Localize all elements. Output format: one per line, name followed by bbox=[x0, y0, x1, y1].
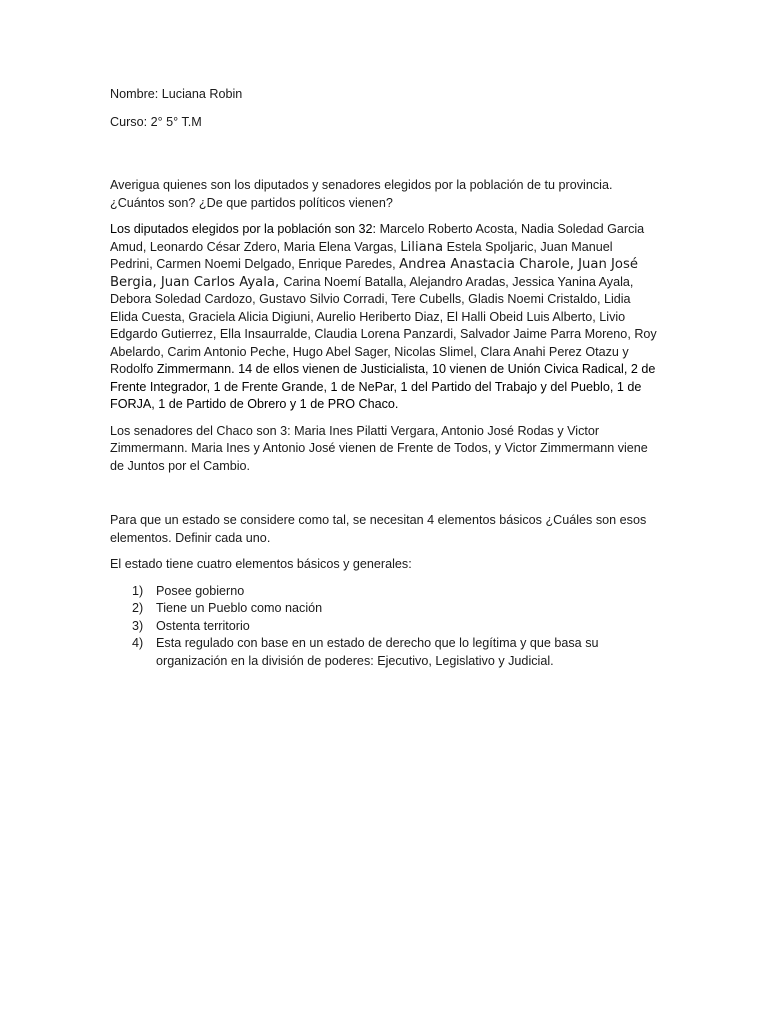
list-item bbox=[110, 635, 658, 670]
list-item-text: Posee gobierno bbox=[156, 583, 245, 598]
list-item-number: 1) bbox=[132, 583, 144, 598]
answer-senators: Los senadores del Chaco son 3: Maria Ines Pilatti Vergara, Antonio José Rodas y Victor Zimmermann. Maria Ines y Antonio José vienen de Frente de Todos, y Victor Zimmermann viene de Juntos por el Cambio. bbox=[110, 423, 648, 473]
list-item-text: Tiene un Pueblo como nación bbox=[156, 601, 323, 615]
deputies-names-big: Andrea Anastacia Charole, Juan José Bergia, Juan Carlos Ayala, bbox=[110, 257, 638, 290]
list-item-text: Esta regulado con base en un estado de derecho que lo legítima y que basa su organización en la división de poderes: Ejecutivo, Legislativo y Judicial. bbox=[156, 636, 599, 668]
answer-deputies bbox=[110, 221, 658, 414]
deputies-names-c: Carina Noemí Batalla, Alejandro Aradas, Jessica Yanina Ayala, Debora Soledad Cardozo, Gustavo Silvio Corradi, Tere Cubells, Gladis Noemi Cristaldo, Lidia Elida Cuesta, Graciela Alicia Digiuni, Aurelio Heriberto Diaz, El Halli Obeid Luis Alberto, Livio Edgardo Gutierrez, Ella Insaurralde, Claudia Lorena Panzardi, Salvador Jaime Parra Moreno, Roy Abelardo, Carim Antonio Peche, Hugo Abel Sager, Nicolas Slimel, Clara Anahi Perez Otazu y Rodolfo bbox=[110, 274, 657, 376]
document-body bbox=[110, 86, 658, 670]
list-item-number: 4) bbox=[132, 636, 144, 650]
deputies-names-b: Estela Spoljaric, Juan Manuel Pedrini, Carmen Noemi Delgado, Enrique Paredes, bbox=[110, 239, 613, 271]
deputies-names-a: Marcelo Roberto Acosta, Nadia Soledad Garcia Amud, Leonardo César Zdero, Maria Elena Vargas, bbox=[110, 222, 645, 254]
answer-deputies-intro: Los diputados elegidos por la población son 32: bbox=[110, 222, 380, 236]
deputy-name-liliana: Liliana bbox=[400, 239, 444, 255]
student-name: Nombre: Luciana Robin bbox=[110, 87, 243, 101]
question-1: Averigua quienes son los diputados y senadores elegidos por la población de tu provincia. ¿Cuántos son? ¿De que partidos políticos vienen? bbox=[110, 178, 613, 210]
list-item-number: 2) bbox=[132, 601, 144, 615]
list-item-text: Ostenta territorio bbox=[156, 618, 250, 633]
list-item bbox=[110, 583, 658, 601]
student-course: Curso: 2° 5° T.M bbox=[110, 114, 202, 129]
answer-2-intro: El estado tiene cuatro elementos básicos y generales: bbox=[110, 557, 412, 571]
deputies-parties: Zimmermann. 14 de ellos vienen de Justicialista, 10 vienen de Unión Civica Radical, 2 de Frente Integrador, 1 de Frente Grande, 1 de NePar, 1 del Partido del Trabajo y del Pueblo, 1 de FORJA, 1 de Partido de Obrero y 1 de PRO Chaco. bbox=[110, 362, 656, 411]
list-item bbox=[110, 600, 658, 618]
list-item bbox=[110, 618, 658, 636]
elements-list bbox=[110, 583, 658, 671]
list-item-number: 3) bbox=[132, 618, 144, 633]
question-2: Para que un estado se considere como tal, se necesitan 4 elementos básicos ¿Cuáles son esos elementos. Definir cada uno. bbox=[110, 513, 647, 545]
